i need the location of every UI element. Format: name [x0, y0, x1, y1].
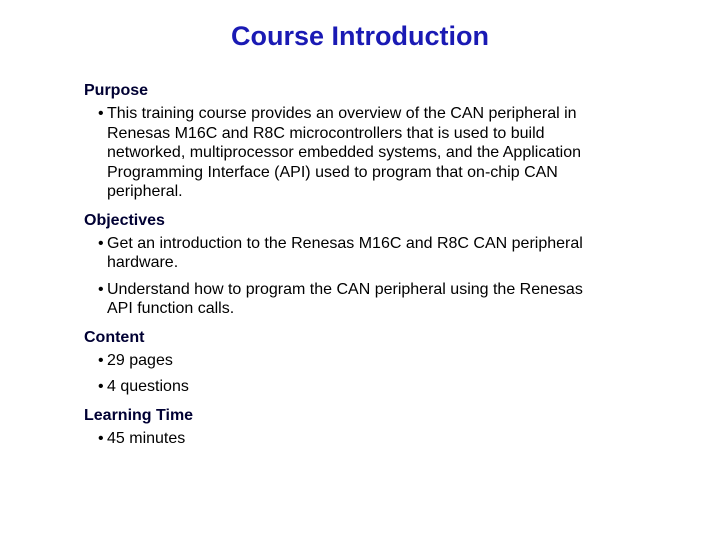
section-purpose — [84, 81, 604, 202]
bullet-item: • 45 minutes — [84, 429, 604, 449]
slide-title: Course Introduction — [231, 21, 489, 51]
section-heading-objectives: Objectives — [84, 211, 165, 229]
bullet-item: • Get an introduction to the Renesas M16C and R8C CAN peripheral hardware. — [84, 234, 604, 273]
bullet-list-purpose — [84, 104, 604, 202]
section-heading-purpose: Purpose — [84, 82, 149, 99]
bullet-list-learning-time — [84, 429, 604, 449]
bullet-item: • Understand how to program the CAN peripheral using the Renesas API function calls. — [84, 280, 604, 319]
slide-content — [84, 81, 604, 457]
section-heading-content: Content — [84, 328, 145, 346]
bullet-list-content — [84, 351, 604, 397]
section-learning-time — [84, 406, 604, 449]
section-objectives — [84, 211, 604, 319]
bullet-list-objectives — [84, 234, 604, 319]
bullet-item: • This training course provides an overview of the CAN peripheral in Renesas M16C and R8C microcontrollers that is used to build networked, multiprocessor embedded systems, and the Application Programming Interface (API) used to program that on-chip CAN peripheral. — [84, 104, 604, 202]
section-heading-learning-time: Learning Time — [84, 406, 194, 424]
bullet-item: • 4 questions — [84, 377, 604, 397]
bullet-item: • 29 pages — [84, 351, 604, 371]
section-content — [84, 328, 604, 397]
